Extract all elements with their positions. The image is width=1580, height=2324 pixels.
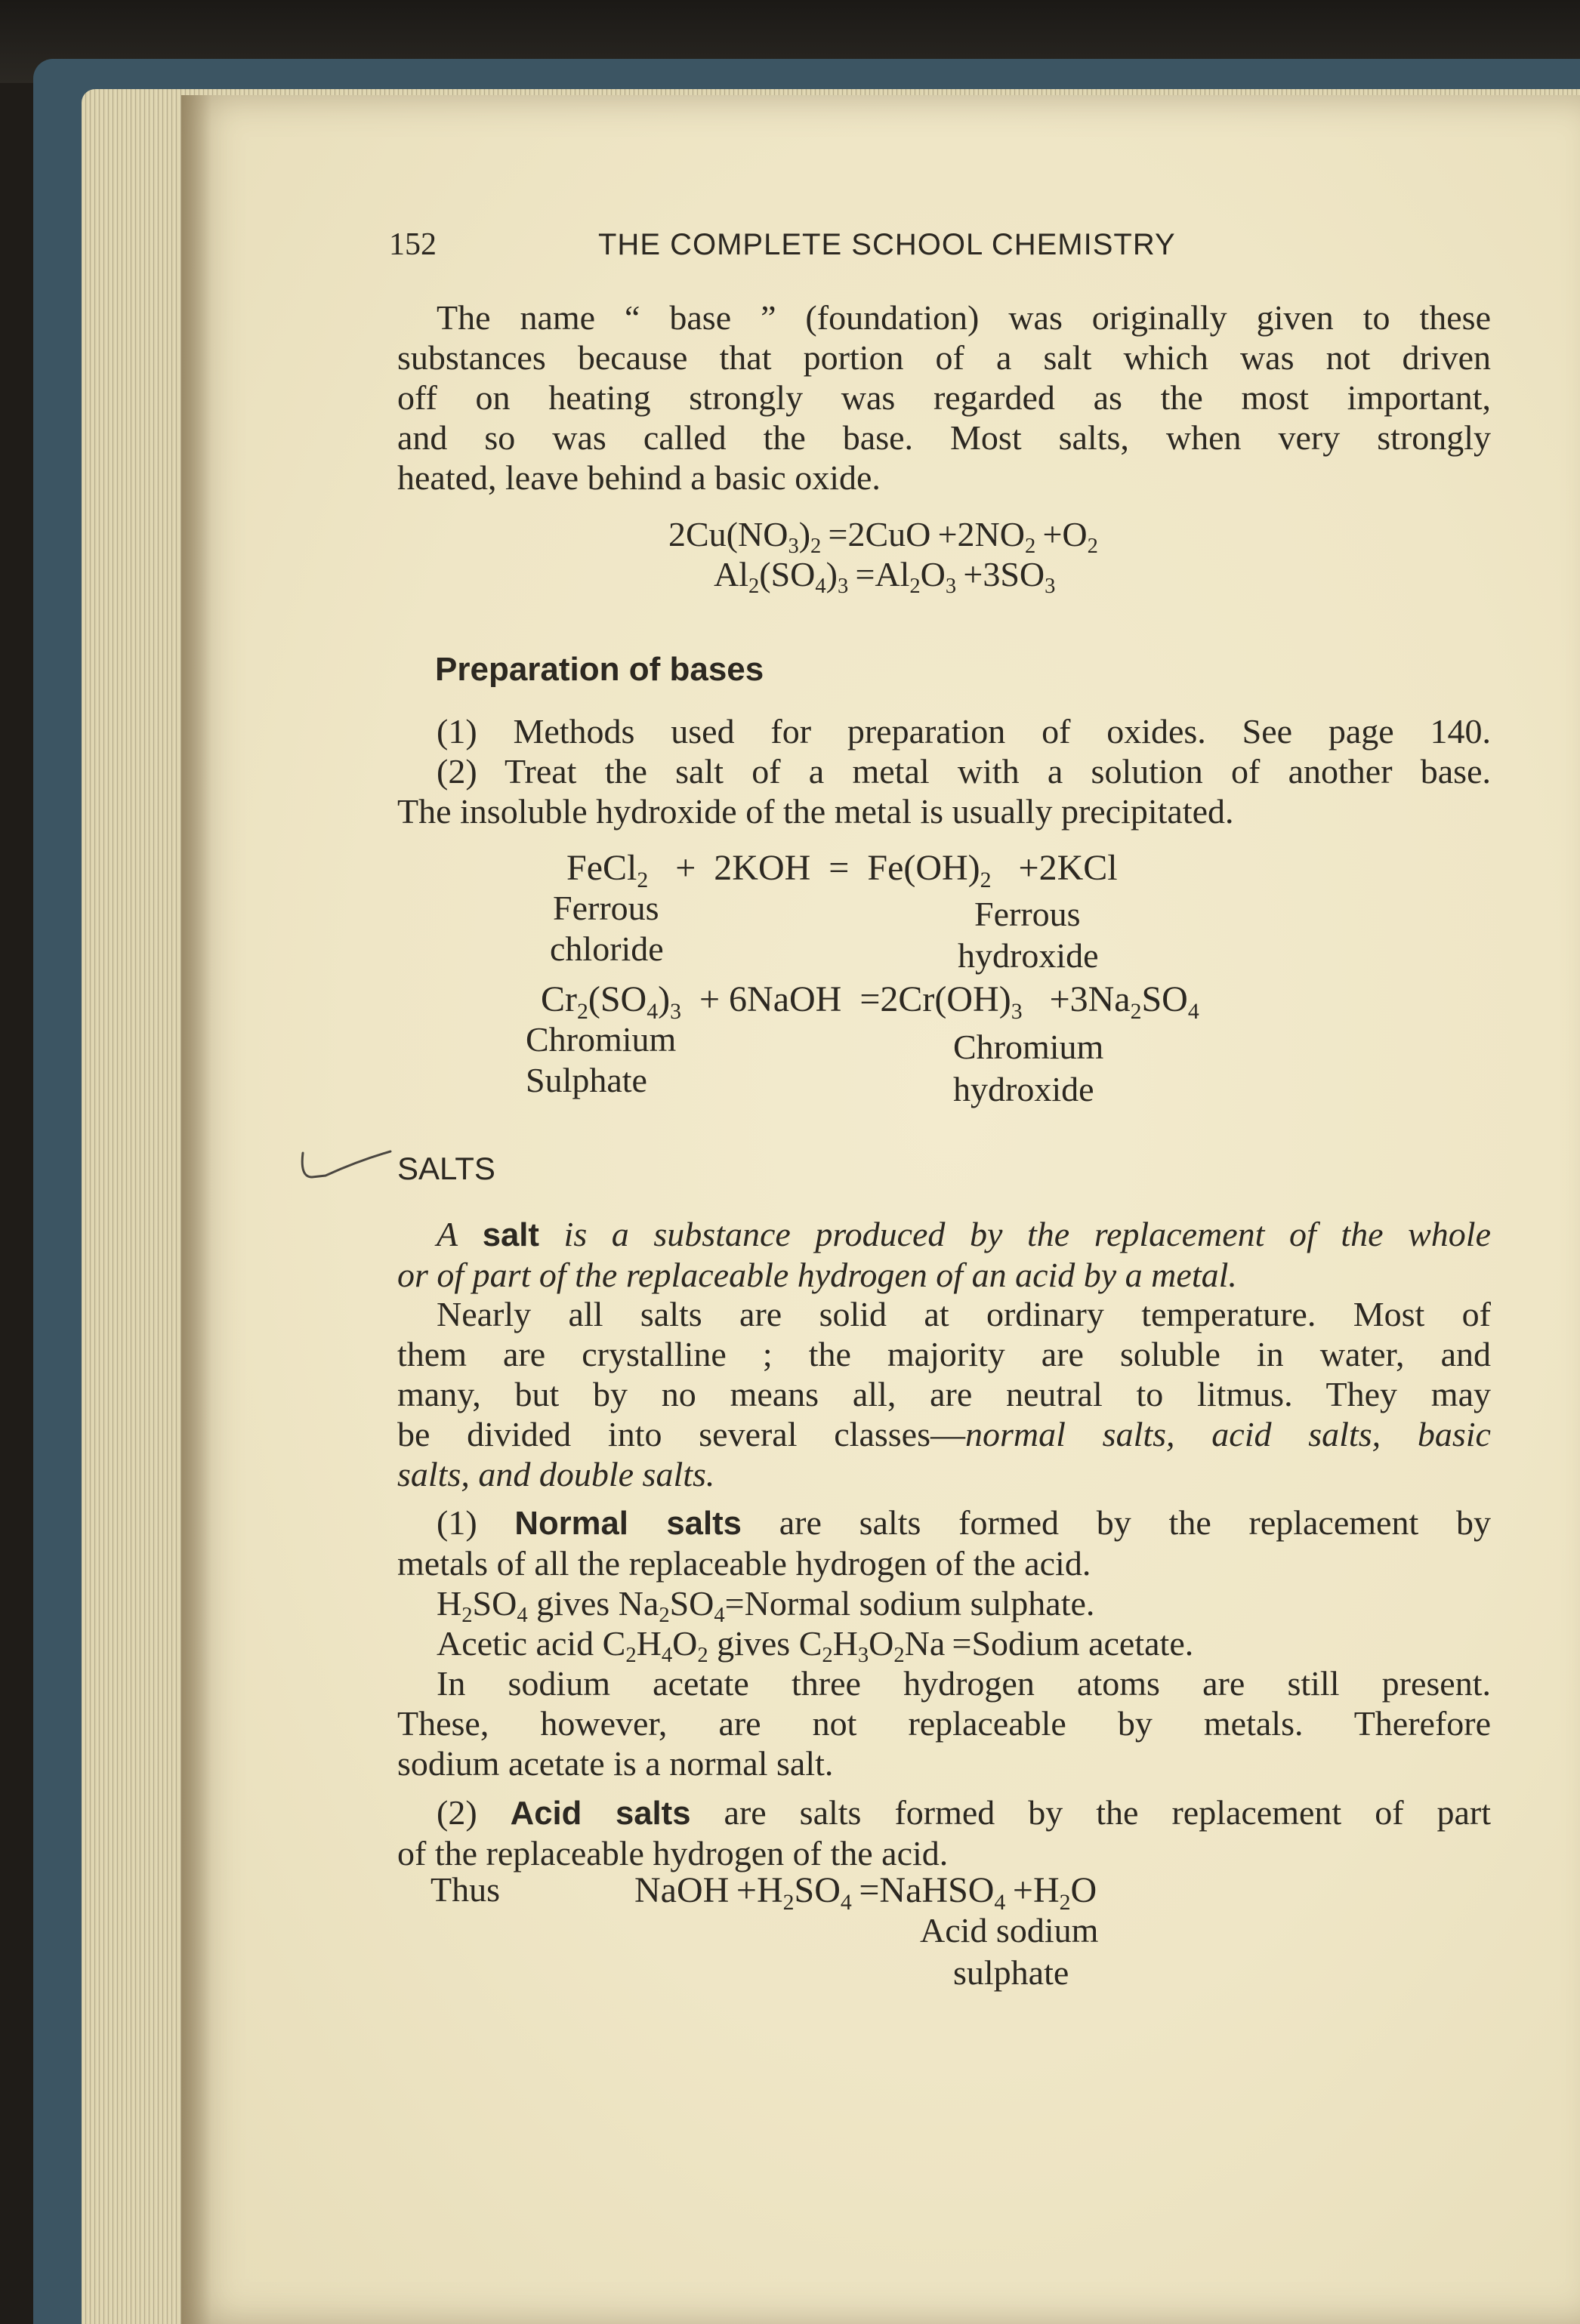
page-number: 152 — [389, 227, 437, 262]
label-chromium-product: Chromium — [953, 1028, 1104, 1066]
intro-line-4: and so was called the base. Most salts, when very strongly — [397, 418, 1491, 457]
properties-line-1: Nearly all salts are solid at ordinary temperature. Most of — [437, 1295, 1491, 1333]
properties-line-3: many, but by no means all, are neutral to litmus. They may — [397, 1375, 1491, 1413]
equation-ferrous-chloride: FeCl2 + 2KOH = Fe(OH)2 +2KCl — [566, 848, 1118, 892]
definition-term: salt — [482, 1216, 539, 1253]
label-chloride: chloride — [550, 929, 664, 968]
intro-line-5: heated, leave behind a basic oxide. — [397, 458, 881, 497]
normal-line-2: metals of all the replaceable hydrogen of the acid. — [397, 1544, 1091, 1583]
definition-lead: A — [437, 1215, 458, 1253]
label-hydroxide-2: hydroxide — [953, 1070, 1094, 1108]
preparation-line-1: (1) Methods used for preparation of oxides. See page 140. — [437, 712, 1491, 751]
classes-list-2: salts, and double salts. — [397, 1455, 715, 1493]
normal-line-1 — [397, 1503, 1491, 1543]
normal-salts — [397, 1503, 1491, 1783]
pencil-check-mark-icon — [298, 1148, 397, 1183]
preparation-line-3: The insoluble hydroxide of the metal is usually precipitated. — [397, 792, 1234, 831]
label-hydroxide-1: hydroxide — [958, 936, 1099, 975]
running-title: THE COMPLETE SCHOOL CHEMISTRY — [598, 228, 1176, 261]
acid-text-1: are salts formed by the replacement of part — [724, 1793, 1492, 1832]
definition-line-2 — [397, 1255, 1491, 1295]
classes-lead: be divided into several classes— — [397, 1415, 965, 1453]
acid-salts — [397, 1792, 1491, 1873]
label-ferrous-product: Ferrous — [974, 895, 1081, 933]
section-heading-salts: SALTS — [397, 1151, 495, 1186]
book-page — [181, 95, 1580, 2324]
normal-example-2-lead: Acetic acid — [437, 1624, 594, 1663]
definition-text-2: or of part of the replaceable hydrogen of an acid by a metal. — [397, 1256, 1237, 1294]
definition-line-1 — [397, 1214, 1491, 1255]
section-heading-preparation: Preparation of bases — [435, 651, 764, 688]
salt-definition — [397, 1214, 1491, 1295]
equation-aluminium-sulphate: Al2(SO4)3 =Al2O3 +3SO3 — [714, 555, 1056, 599]
normal-after-1: In sodium acetate three hydrogen atoms are still present. — [437, 1664, 1491, 1703]
normal-example-2: Acetic acid C2H4O2 gives C2H3O2Na =Sodium acetate. — [437, 1624, 1194, 1668]
label-sulphate: Sulphate — [526, 1061, 647, 1099]
normal-after-2: These, however, are not replaceable by metals. Therefore — [397, 1704, 1491, 1743]
label-ferrous: Ferrous — [553, 889, 659, 927]
classes-list: normal salts, acid salts, basic — [965, 1415, 1491, 1453]
definition-text-1: is a substance produced by the replacement of the whole — [563, 1215, 1491, 1253]
normal-after-3: sodium acetate is a normal salt. — [397, 1744, 834, 1783]
preparation-line-2: (2) Treat the salt of a metal with a solution of another base. — [437, 752, 1491, 791]
acid-line-2: of the replaceable hydrogen of the acid. — [397, 1834, 949, 1872]
equation-chromium-sulphate: Cr2(SO4)3 + 6NaOH =2Cr(OH)3 +3Na2SO4 — [541, 979, 1199, 1024]
normal-example-2-text: =Sodium acetate. — [952, 1624, 1194, 1663]
salts-properties — [397, 1294, 1491, 1494]
label-acid-sodium: Acid sodium — [920, 1911, 1099, 1950]
acid-line-1 — [397, 1792, 1491, 1833]
normal-lead: (1) — [437, 1503, 477, 1542]
thus-label: Thus — [430, 1870, 500, 1909]
acid-term: Acid salts — [510, 1795, 691, 1832]
intro-line-2: substances because that portion of a salt which was not driven — [397, 338, 1491, 377]
properties-line-5 — [397, 1454, 1491, 1494]
intro-line-3: off on heating strongly was regarded as the most important, — [397, 378, 1491, 417]
normal-example-1-text: =Normal sodium sulphate. — [724, 1584, 1095, 1623]
normal-term: Normal salts — [514, 1505, 742, 1542]
equation-sodium-bisulphate: NaOH +H2SO4 =NaHSO4 +H2O — [634, 1870, 1097, 1915]
preparation-text — [397, 711, 1491, 831]
label-sulphate-product: sulphate — [953, 1953, 1069, 1992]
normal-example-1: H2SO4 gives Na2SO4=Normal sodium sulphate. — [437, 1584, 1095, 1628]
properties-line-4 — [397, 1414, 1491, 1454]
intro-paragraph — [397, 297, 1491, 498]
properties-line-2: them are crystalline ; the majority are soluble in water, and — [397, 1335, 1491, 1373]
equation-copper-nitrate: 2Cu(NO3)2 =2CuO +2NO2 +O2 — [668, 515, 1098, 559]
normal-text-1: are salts formed by the replacement by — [779, 1503, 1492, 1542]
gutter-shadow — [181, 95, 211, 2324]
label-chromium: Chromium — [526, 1020, 677, 1059]
acid-lead: (2) — [437, 1793, 477, 1832]
intro-line-1: The name “ base ” (foundation) was originally given to these — [437, 298, 1491, 337]
